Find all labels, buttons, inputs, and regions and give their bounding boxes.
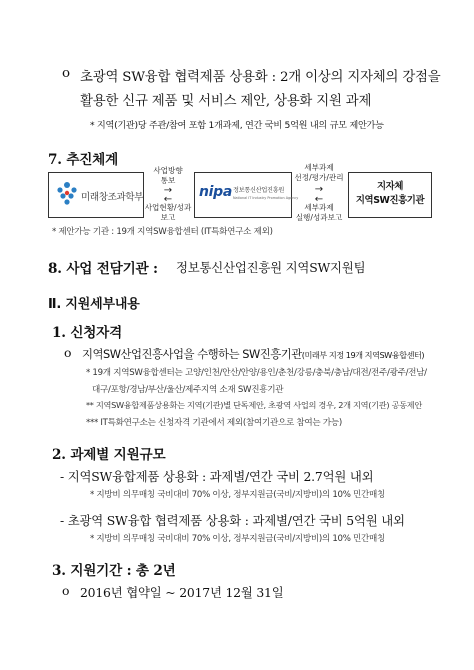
ministry-emblem-icon [54, 180, 80, 210]
arrow-left-icon: ← [163, 194, 173, 205]
ministry-box [48, 172, 144, 218]
section-7-title: 7. 추진체계 [48, 152, 119, 168]
flow1-top: 사업방향 통보 [153, 166, 183, 185]
bullet-o: o [62, 583, 70, 598]
nipa-logo: nipa [199, 184, 233, 200]
sub-2-title: 2. 과제별 지원규모 [52, 447, 166, 463]
section-8-value: 정보통신산업진흥원 지역SW지원팀 [176, 260, 366, 275]
sub-1-note: ** 지역SW융합제품상용화는 지역(기관)별 단독제안, 초광역 사업의 경우, 2개 지역(기관) 공동제안 [86, 400, 423, 410]
sub-1-note: * 19개 지역SW융합센터는 고양/인천/안산/안양/용인/춘천/강릉/충북/충남/대전/전주/광주/전남/ [86, 368, 427, 378]
arrow-right-icon: → [314, 184, 324, 195]
flow2-bottom: 세부과제 실행/성과보고 [295, 203, 343, 222]
nipa-box [194, 172, 299, 218]
sub-1-note: *** IT특화연구소는 신청자격 기관에서 제외(참여기관으로 참여는 가능) [86, 418, 342, 428]
ministry-label: 미래창조과학부 [81, 192, 144, 203]
local-gov-label: 지자체 지역SW진흥기관 [355, 181, 425, 206]
flow2-top: 세부과제 선정/평가/관리 [294, 163, 344, 182]
section-8-title: 8. 사업 전담기관 : [48, 261, 158, 277]
sub-1-main-small: (미래부 지정 19개 지역SW융합센터) [301, 350, 425, 360]
nipa-org-name-en: National IT Industry Promotion Agency [233, 196, 299, 200]
bullet-o: o [62, 66, 70, 81]
arrow-left-icon: ← [314, 194, 324, 205]
item-line: 초광역 SW융합 협력제품 상용화 : 2개 이상의 지자체의 강점을 [80, 70, 441, 85]
section-2-title: Ⅱ. 지원세부내용 [48, 297, 140, 312]
sub-note: * 지역(기관)당 주관/참여 포함 1개과제, 연간 국비 5억원 내의 규모 제안가능 [90, 120, 384, 131]
sub-2-item-note: * 지방비 의무매칭 국비대비 70% 이상, 정부지원금(국비/지방비)의 10% 민간매칭 [90, 534, 386, 544]
section-7-note: * 제안가능 기관 : 19개 지역SW융합센터 (IT특화연구소 제외) [52, 227, 273, 237]
sub-2-item: - 초광역 SW융합 협력제품 상용화 : 과제별/연간 국비 5억원 내외 [60, 513, 405, 528]
arrow-right-icon: → [163, 185, 173, 196]
local-gov-box [348, 172, 432, 218]
sub-1-title: 1. 신청자격 [52, 325, 123, 341]
bullet-o: o [64, 345, 72, 360]
item-line: 활용한 신규 제품 및 서비스 제안, 상용화 지원 과제 [80, 94, 372, 109]
sub-1-main: 지역SW산업진흥사업을 수행하는 SW진흥기관(미래부 지정 19개 지역SW융합센터) [82, 347, 425, 361]
sub-2-item: - 지역SW융합제품 상용화 : 과제별/연간 국비 2.7억원 내외 [60, 469, 374, 484]
flow1-bottom: 사업현황/성과 보고 [144, 203, 192, 222]
nipa-org-name: 정보통신산업진흥원 [233, 187, 285, 194]
sub-1-note: 대구/포항/경남/부산/울산/제주지역 소재 SW진흥기관 [92, 385, 284, 395]
sub-3-value: 2016년 협약일 ~ 2017년 12월 31일 [80, 585, 284, 600]
sub-2-item-note: * 지방비 의무매칭 국비대비 70% 이상, 정부지원금(국비/지방비)의 10% 민간매칭 [90, 490, 386, 500]
sub-3-title: 3. 지원기간 : 총 2년 [52, 563, 176, 579]
